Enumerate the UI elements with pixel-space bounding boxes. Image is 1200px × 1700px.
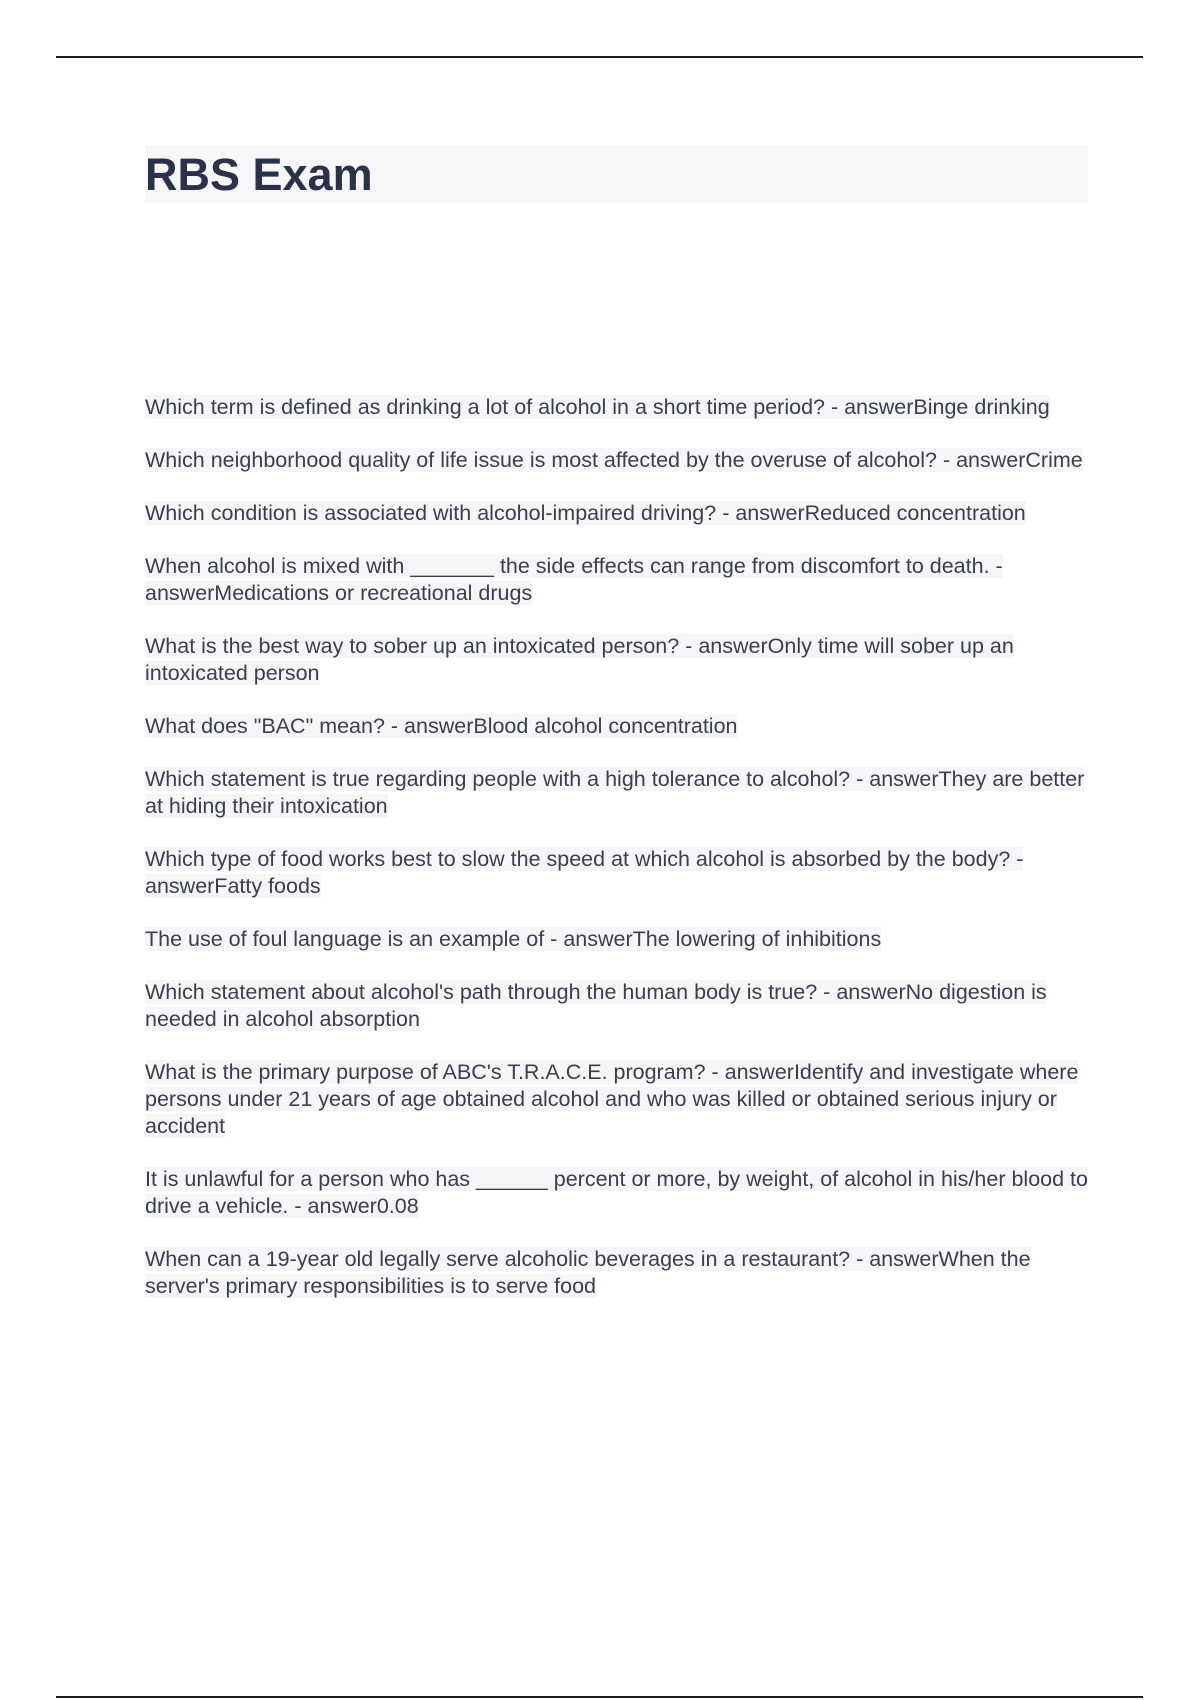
- question-item: [145, 500, 1095, 527]
- page-title: RBS Exam: [145, 149, 373, 200]
- question-text: When alcohol is mixed with _______ the side effects can range from discomfort to death. - answerMedications or recreational drugs: [145, 554, 1003, 605]
- question-item: [145, 926, 1095, 953]
- question-text: Which statement is true regarding people with a high tolerance to alcohol? - answerThey are better at hiding their intoxication: [145, 767, 1085, 818]
- question-text: Which term is defined as drinking a lot of alcohol in a short time period? - answerBinge drinking: [145, 395, 1050, 419]
- question-text: What is the primary purpose of ABC's T.R.A.C.E. program? - answerIdentify and investigate where persons under 21 years of age obtained alcohol and who was killed or obtained serious injury or accident: [145, 1060, 1079, 1138]
- question-item: [145, 394, 1095, 421]
- top-divider: [56, 56, 1143, 58]
- question-item: [145, 447, 1095, 474]
- question-text: When can a 19-year old legally serve alcoholic beverages in a restaurant? - answerWhen the server's primary responsibilities is to serve food: [145, 1247, 1031, 1298]
- question-item: [145, 1059, 1095, 1140]
- question-text: The use of foul language is an example of - answerThe lowering of inhibitions: [145, 927, 882, 951]
- question-text: What does "BAC" mean? - answerBlood alcohol concentration: [145, 714, 738, 738]
- question-item: [145, 553, 1095, 607]
- question-item: [145, 713, 1095, 740]
- bottom-divider: [56, 1696, 1143, 1698]
- question-text: Which neighborhood quality of life issue is most affected by the overuse of alcohol? - answerCrime: [145, 448, 1083, 472]
- question-text: What is the best way to sober up an intoxicated person? - answerOnly time will sober up an intoxicated person: [145, 634, 1014, 685]
- question-text: It is unlawful for a person who has ______ percent or more, by weight, of alcohol in his/her blood to drive a vehicle. - answer0.08: [145, 1167, 1088, 1218]
- question-item: [145, 633, 1095, 687]
- question-list: [145, 394, 1095, 1326]
- question-text: Which statement about alcohol's path through the human body is true? - answerNo digestion is needed in alcohol absorption: [145, 980, 1047, 1031]
- question-item: [145, 1166, 1095, 1220]
- question-item: [145, 979, 1095, 1033]
- question-text: Which condition is associated with alcohol-impaired driving? - answerReduced concentration: [145, 501, 1026, 525]
- question-text: Which type of food works best to slow the speed at which alcohol is absorbed by the body? - answerFatty foods: [145, 847, 1024, 898]
- question-item: [145, 1246, 1095, 1300]
- question-item: [145, 766, 1095, 820]
- title-block: [145, 145, 1088, 203]
- question-item: [145, 846, 1095, 900]
